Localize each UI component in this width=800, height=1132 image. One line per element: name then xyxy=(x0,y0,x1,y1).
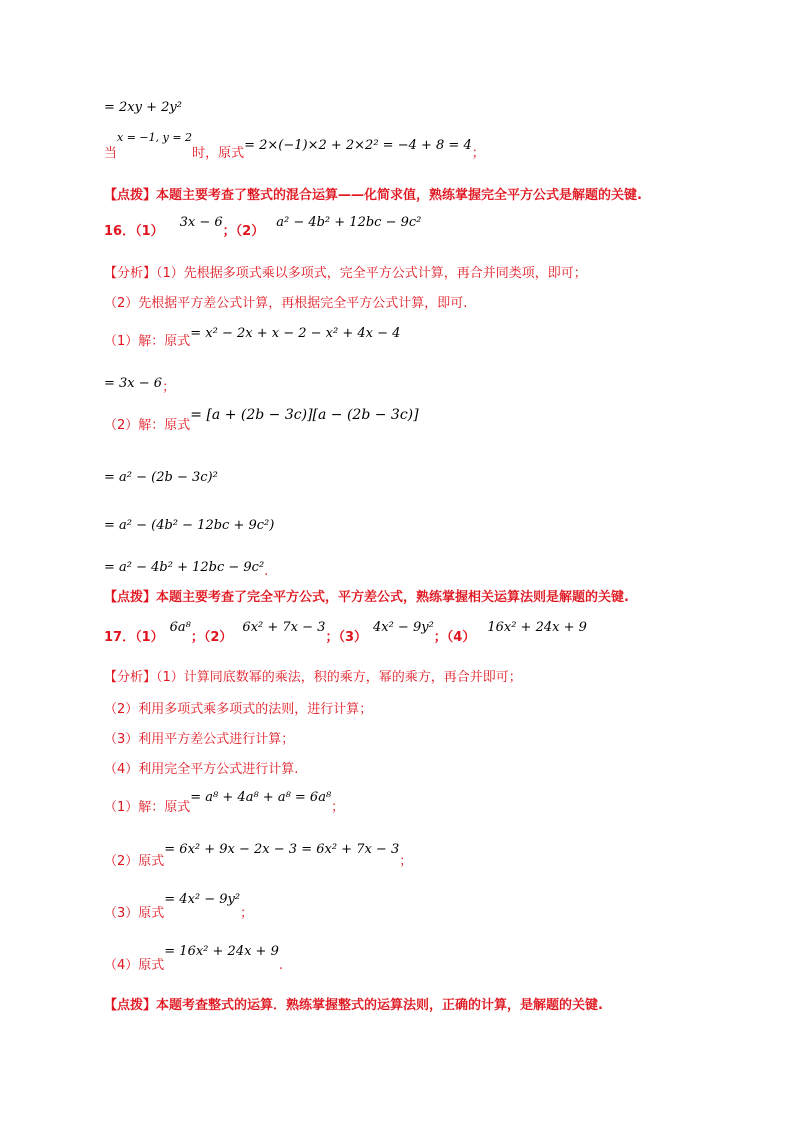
solution-line xyxy=(104,786,345,815)
solution-label: （2）原式 xyxy=(104,854,165,869)
answer-1: 6a⁸ xyxy=(169,620,191,635)
math-expression: = a² − (2b − 3c)² xyxy=(104,470,218,485)
answer-2: a² − 4b² + 12bc − 9c² xyxy=(276,215,422,230)
punctuation: ； xyxy=(240,906,254,921)
answer-line-17 xyxy=(104,616,587,645)
solution-label: （1）解：原式 xyxy=(104,800,191,815)
analysis-paragraph: （4）利用完全平方公式进行计算. xyxy=(104,762,299,777)
answer-line-16 xyxy=(104,214,422,239)
analysis-paragraph: 【分析】（1）先根据多项式乘以多项式，完全平方公式计算，再合并同类项，即可； xyxy=(104,266,587,281)
text-then: 时，原式 xyxy=(192,146,245,161)
question-number: 17．（1） xyxy=(104,630,164,645)
analysis-paragraph: （3）利用平方差公式进行计算； xyxy=(104,732,295,747)
separator: ；（4） xyxy=(433,630,476,645)
solution-line xyxy=(104,372,176,395)
math-expression: = 6x² + 9x − 2x − 3 = 6x² + 7x − 3 xyxy=(164,842,400,857)
solution-label: （2）解：原式 xyxy=(104,418,191,433)
solution-line xyxy=(104,940,283,973)
solution-line xyxy=(104,404,419,433)
question-number: 16．（1） xyxy=(104,224,164,239)
math-expression: = 4x² − 9y² xyxy=(164,892,241,907)
analysis-paragraph: （2）先根据平方差公式计算，再根据完全平方公式计算，即可. xyxy=(104,296,468,311)
analysis-paragraph: （2）利用多项式乘多项式的法则，进行计算； xyxy=(104,702,373,717)
solution-line xyxy=(104,838,413,869)
solution-label: （3）原式 xyxy=(104,906,165,921)
separator: ；（3） xyxy=(325,630,367,645)
text-when: 当 xyxy=(104,146,118,161)
condition-expression: x = −1, y = 2 xyxy=(117,131,193,144)
math-expression: = [a + (2b − 3c)][a − (2b − 3c)] xyxy=(190,407,419,423)
solution-line xyxy=(104,466,218,485)
solution-label: （1）解：原式 xyxy=(104,334,191,349)
answer-2: 6x² + 7x − 3 xyxy=(242,620,326,635)
separator: ；（2） xyxy=(222,224,265,239)
separator: ；（2） xyxy=(190,630,233,645)
math-expression: = 16x² + 24x + 9 xyxy=(164,944,279,959)
punctuation: . xyxy=(278,958,283,973)
solution-label: （4）原式 xyxy=(104,958,165,973)
substitution-line xyxy=(104,131,485,161)
equation-line xyxy=(104,96,182,115)
math-expression: = a⁸ + 4a⁸ + a⁸ = 6a⁸ xyxy=(190,790,332,805)
tip-paragraph: 【点拨】本题主要考查了整式的混合运算——化简求值，熟练掌握完全平方公式是解题的关键. xyxy=(104,188,642,203)
punctuation: ； xyxy=(162,380,176,395)
answer-3: 4x² − 9y² xyxy=(372,620,434,635)
solution-line xyxy=(104,514,274,533)
tip-paragraph: 【点拨】本题主要考查了完全平方公式，平方差公式，熟练掌握相关运算法则是解题的关键. xyxy=(104,590,629,605)
math-expression: = a² − (4b² − 12bc + 9c²) xyxy=(104,518,275,533)
punctuation: ； xyxy=(399,854,413,869)
math-expression: = 3x − 6 xyxy=(104,376,163,391)
answer-1: 3x − 6 xyxy=(179,215,223,230)
math-expression: = 2xy + 2y² xyxy=(104,100,182,115)
solution-line xyxy=(104,556,269,579)
punctuation: ； xyxy=(331,800,345,815)
answer-4: 16x² + 24x + 9 xyxy=(487,620,587,635)
punctuation: . xyxy=(264,564,269,579)
solution-line xyxy=(104,888,254,921)
tip-paragraph: 【点拨】本题考查整式的运算．熟练掌握整式的运算法则，正确的计算，是解题的关键. xyxy=(104,998,603,1013)
math-expression: = x² − 2x + x − 2 − x² + 4x − 4 xyxy=(190,326,401,341)
solution-line xyxy=(104,322,401,349)
analysis-paragraph: 【分析】（1）计算同底数幂的乘法，积的乘方，幂的乘方，再合并即可； xyxy=(104,670,522,685)
punctuation: ； xyxy=(471,146,485,161)
math-expression: = 2×(−1)×2 + 2×2² = −4 + 8 = 4 xyxy=(244,138,472,153)
math-expression: = a² − 4b² + 12bc − 9c² xyxy=(104,560,265,575)
